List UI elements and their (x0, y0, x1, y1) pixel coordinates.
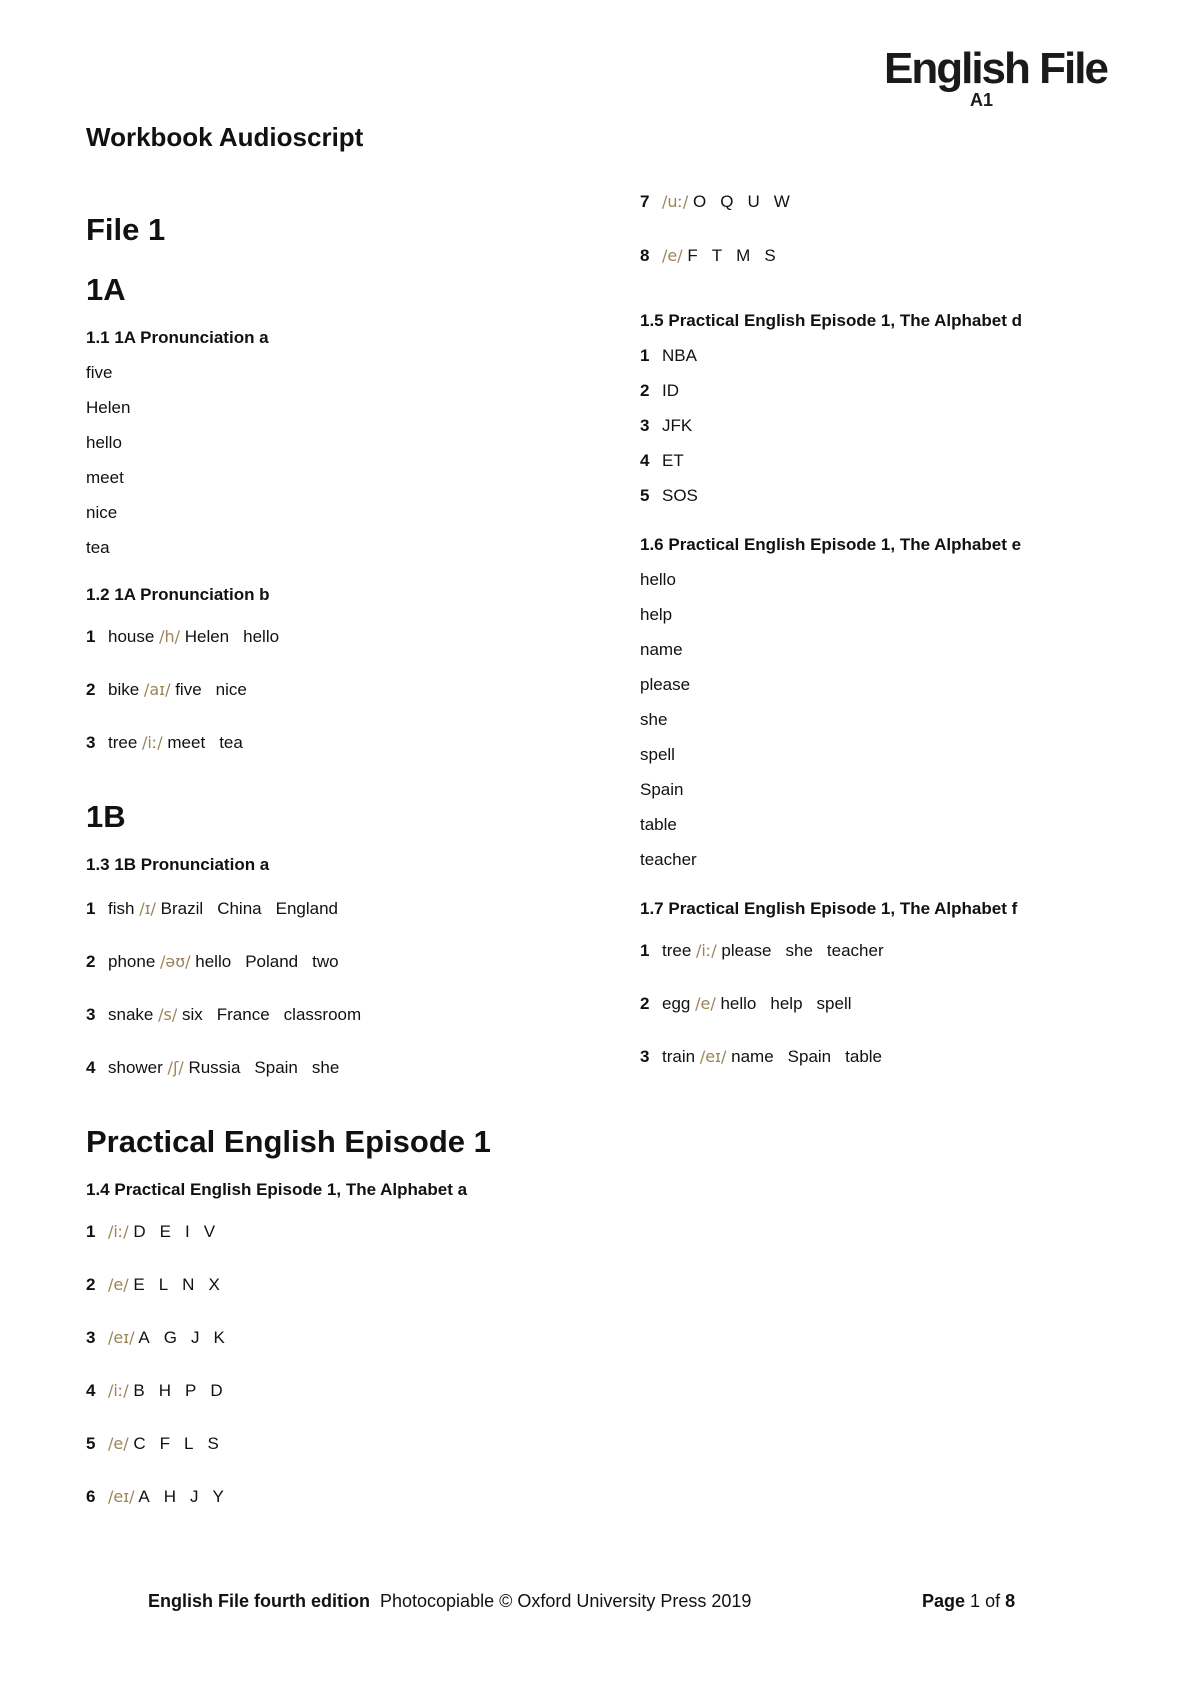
exercise-1-7-list (640, 939, 1110, 1069)
item-number: 1 (640, 941, 650, 960)
letter: U (747, 192, 760, 211)
letter: L (158, 1275, 169, 1294)
example-word: she (311, 1058, 340, 1077)
section-heading-practical-english: Practical English Episode 1 (86, 1124, 491, 1159)
abbreviation: SOS (662, 486, 698, 505)
left-column (86, 190, 556, 1509)
letter: W (773, 192, 790, 211)
item-number: 2 (86, 952, 96, 971)
example-word: France (216, 1005, 270, 1024)
letter: G (163, 1328, 177, 1347)
exercise-title-1-5: 1.5 Practical English Episode 1, The Alphabet d (640, 311, 1022, 330)
footer-copyright: Photocopiable © Oxford University Press 2019 (380, 1591, 752, 1611)
page-number: 1 (970, 1591, 981, 1611)
item-number: 3 (640, 416, 650, 435)
letter: O (693, 192, 707, 211)
example-word: China (217, 899, 262, 918)
example-word: Brazil (160, 899, 204, 918)
abbreviation: NBA (662, 346, 697, 365)
list-item (640, 484, 1110, 508)
exercise-1-1-list (86, 361, 556, 560)
example-word: classroom (283, 1005, 362, 1024)
letter: S (764, 246, 776, 265)
exercise-1-5-list (640, 344, 1110, 508)
ipa-symbol: /e/ (108, 1434, 129, 1453)
ipa-symbol: /eɪ/ (108, 1487, 135, 1506)
letter: B (133, 1381, 145, 1400)
abbreviation: ET (662, 451, 684, 470)
list-item: meet (86, 468, 124, 487)
letter: C (133, 1434, 146, 1453)
letter: L (184, 1434, 194, 1453)
list-item (86, 1003, 556, 1027)
key-word: train (662, 1047, 696, 1066)
list-item: name (640, 640, 683, 659)
exercise-1-4-list (86, 1220, 556, 1509)
item-number: 5 (86, 1434, 96, 1453)
list-item: table (640, 815, 677, 834)
list-item: she (640, 710, 668, 729)
letter: H (158, 1381, 171, 1400)
english-file-logo (884, 44, 1124, 114)
item-number: 8 (640, 246, 650, 265)
page-footer (148, 1589, 1016, 1613)
list-item: tea (86, 538, 110, 557)
list-item: Spain (640, 780, 684, 799)
item-number: 3 (86, 733, 96, 752)
ipa-symbol: /iː/ (142, 733, 163, 752)
ipa-symbol: /eɪ/ (699, 1047, 727, 1066)
example-word: she (785, 941, 813, 960)
example-word: name (731, 1047, 774, 1066)
list-item (640, 414, 1110, 438)
list-item: hello (640, 570, 676, 589)
abbreviation: ID (662, 381, 679, 400)
example-word: Russia (188, 1058, 241, 1077)
abbreviation: JFK (662, 416, 693, 435)
letter: T (711, 246, 723, 265)
key-word: house (108, 627, 155, 646)
item-number: 2 (86, 680, 96, 699)
ipa-symbol: /e/ (695, 994, 716, 1013)
item-number: 5 (640, 486, 650, 505)
footer-brand: English File fourth edition (148, 1591, 370, 1611)
example-word: six (181, 1005, 203, 1024)
page-label: Page (922, 1591, 966, 1611)
item-number: 6 (86, 1487, 96, 1506)
ipa-symbol: /eɪ/ (108, 1328, 135, 1347)
document-title: Workbook Audioscript (86, 122, 364, 152)
exercise-1-3-list (86, 897, 556, 1080)
item-number: 1 (86, 899, 96, 918)
letter: F (687, 246, 698, 265)
exercise-title-1-2: 1.2 1A Pronunciation b (86, 585, 270, 604)
ipa-symbol: /aɪ/ (143, 680, 171, 699)
ipa-symbol: /h/ (159, 627, 180, 646)
example-word: Spain (787, 1047, 832, 1066)
item-number: 2 (640, 994, 650, 1013)
list-item (86, 1485, 556, 1509)
list-item (86, 1326, 556, 1350)
letter: N (182, 1275, 195, 1294)
example-word: Helen (184, 627, 230, 646)
example-word: five (175, 680, 202, 699)
example-word: spell (816, 994, 852, 1013)
letter: A (138, 1487, 150, 1506)
logo-name: English File (884, 44, 1107, 93)
item-number: 3 (86, 1005, 96, 1024)
ipa-symbol: /ɪ/ (139, 899, 156, 918)
ipa-symbol: /e/ (662, 246, 683, 265)
exercise-title-1-4: 1.4 Practical English Episode 1, The Alphabet a (86, 1180, 468, 1199)
letter: A (138, 1328, 150, 1347)
exercise-1-2-list (86, 625, 556, 755)
list-item (86, 625, 556, 649)
list-item (640, 1045, 1110, 1069)
item-number: 3 (640, 1047, 650, 1066)
list-item: hello (86, 433, 122, 452)
key-word: snake (108, 1005, 154, 1024)
list-item: spell (640, 745, 675, 764)
ipa-symbol: /ʃ/ (167, 1058, 184, 1077)
example-word: two (312, 952, 339, 971)
logo-level: A1 (970, 90, 994, 110)
letter: D (210, 1381, 223, 1400)
list-item (640, 379, 1110, 403)
list-item (640, 939, 1110, 963)
key-word: phone (108, 952, 156, 971)
item-number: 1 (86, 627, 96, 646)
item-number: 7 (640, 192, 650, 211)
key-word: egg (662, 994, 691, 1013)
list-item (640, 344, 1110, 368)
ipa-symbol: /e/ (108, 1275, 129, 1294)
letter: I (184, 1222, 190, 1241)
letter: E (133, 1275, 145, 1294)
letter: P (184, 1381, 197, 1400)
key-word: shower (108, 1058, 163, 1077)
example-word: hello (195, 952, 232, 971)
key-word: tree (108, 733, 138, 752)
ipa-symbol: /iː/ (108, 1381, 129, 1400)
list-item (86, 1379, 556, 1403)
item-number: 2 (86, 1275, 96, 1294)
letter: D (133, 1222, 146, 1241)
letter: M (736, 246, 751, 265)
letter: Q (720, 192, 734, 211)
list-item (86, 678, 556, 702)
key-word: bike (108, 680, 140, 699)
list-item (86, 1432, 556, 1456)
list-item (640, 244, 1110, 268)
letter: V (203, 1222, 216, 1241)
page-of-label: of (985, 1591, 1001, 1611)
example-word: please (721, 941, 772, 960)
letter: E (159, 1222, 171, 1241)
ipa-symbol: /s/ (158, 1005, 178, 1024)
ipa-symbol: /iː/ (108, 1222, 129, 1241)
list-item: please (640, 675, 691, 694)
section-heading-1a: 1A (86, 272, 126, 307)
exercise-title-1-7: 1.7 Practical English Episode 1, The Alphabet f (640, 899, 1018, 918)
letter: H (163, 1487, 176, 1506)
list-item (86, 950, 556, 974)
example-word: Poland (245, 952, 299, 971)
list-item (86, 1056, 556, 1080)
item-number: 1 (640, 346, 650, 365)
example-word: hello (720, 994, 757, 1013)
example-word: England (275, 899, 338, 918)
list-item (86, 1273, 556, 1297)
item-number: 4 (86, 1381, 96, 1400)
file-heading: File 1 (86, 212, 166, 247)
list-item (640, 449, 1110, 473)
section-heading-1b: 1B (86, 799, 126, 834)
example-word: teacher (826, 941, 884, 960)
letter: X (208, 1275, 220, 1294)
exercise-title-1-1: 1.1 1A Pronunciation a (86, 328, 269, 347)
list-item: five (86, 363, 113, 382)
list-item: nice (86, 503, 118, 522)
letter: F (159, 1434, 171, 1453)
example-word: hello (243, 627, 280, 646)
example-word: help (770, 994, 803, 1013)
letter: K (213, 1328, 225, 1347)
example-word: table (845, 1047, 883, 1066)
list-item (86, 731, 556, 755)
exercise-1-6-list (640, 568, 1110, 872)
ipa-symbol: /uː/ (662, 192, 689, 211)
list-item (640, 190, 1110, 214)
example-word: tea (219, 733, 243, 752)
example-word: meet (167, 733, 206, 752)
list-item (86, 897, 556, 921)
item-number: 1 (86, 1222, 96, 1241)
letter: J (190, 1487, 199, 1506)
exercise-title-1-6: 1.6 Practical English Episode 1, The Alphabet e (640, 535, 1022, 554)
key-word: fish (108, 899, 135, 918)
exercise-1-4-continued-list (640, 190, 1110, 268)
example-word: nice (215, 680, 247, 699)
list-item (86, 1220, 556, 1244)
key-word: tree (662, 941, 692, 960)
page-total: 8 (1005, 1591, 1016, 1611)
item-number: 4 (640, 451, 650, 470)
list-item: help (640, 605, 673, 624)
list-item (640, 992, 1110, 1016)
right-column (640, 190, 1110, 1069)
item-number: 2 (640, 381, 650, 400)
exercise-title-1-3: 1.3 1B Pronunciation a (86, 855, 270, 874)
item-number: 4 (86, 1058, 96, 1077)
list-item: Helen (86, 398, 131, 417)
letter: J (190, 1328, 200, 1347)
letter: Y (212, 1487, 224, 1506)
letter: S (207, 1434, 219, 1453)
ipa-symbol: /iː/ (696, 941, 717, 960)
list-item: teacher (640, 850, 697, 869)
ipa-symbol: /əʊ/ (160, 952, 191, 971)
item-number: 3 (86, 1328, 96, 1347)
page-indicator (922, 1589, 1015, 1613)
example-word: Spain (254, 1058, 298, 1077)
